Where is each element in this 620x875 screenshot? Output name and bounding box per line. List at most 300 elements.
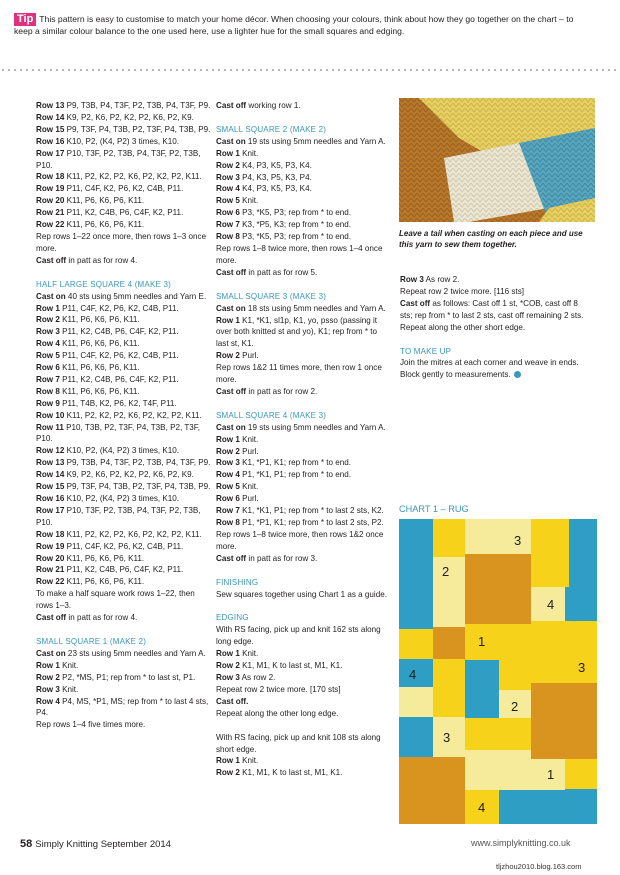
pattern-line <box>216 207 391 219</box>
row-instruction: K9, P2, K6, P2, K2, P2, K6, P2, K9. <box>64 112 194 122</box>
row-label: Row 3 <box>36 684 60 694</box>
chart-label: 1 <box>478 634 486 649</box>
row-instruction: in patt as for row 4. <box>66 613 138 623</box>
row-instruction: Knit. <box>239 482 259 492</box>
row-instruction: in patt as for row 3. <box>246 553 318 563</box>
pattern-line <box>36 719 211 731</box>
pattern-line <box>36 100 211 112</box>
row-instruction: K1, *K1, sl1p, K1, yo, psso (passing it over both knitted st and yo), K1; rep from * to last st, K1. <box>216 315 378 349</box>
pattern-line <box>216 767 391 779</box>
row-label: Row 22 <box>36 577 65 587</box>
pattern-line <box>216 469 391 481</box>
row-label: Row 7 <box>216 220 240 230</box>
pattern-line <box>36 207 211 219</box>
row-instruction: K1, *P1, K1; rep from * to end. <box>239 458 351 468</box>
row-instruction: K11, P6, K6, P6, K11. <box>64 220 145 230</box>
row-label: Row 1 <box>216 649 240 659</box>
row-instruction: 23 sts using 5mm needles and Yarn A. <box>65 648 206 658</box>
row-label: Row 18 <box>36 172 65 182</box>
chart-block <box>433 519 465 557</box>
row-label: Row 21 <box>36 565 65 575</box>
row-label: Row 4 <box>36 339 60 349</box>
row-instruction: Repeat row 2 twice more. [116 sts] <box>400 286 525 296</box>
pattern-line <box>36 529 211 541</box>
row-label: Row 8 <box>36 386 60 396</box>
pattern-line <box>36 660 211 672</box>
row-label: Row 1 <box>216 315 240 325</box>
pattern-line <box>36 291 211 303</box>
chart-label: 1 <box>547 767 555 782</box>
row-instruction: K11, P2, K2, P2, K6, P2, K2, P2, K11. <box>64 172 202 182</box>
footer-left <box>20 838 171 850</box>
row-instruction: as follows: Cast off 1 st, *COB, cast off 8 sts; rep from * to last 2 sts, cast off remaining 2 sts. <box>400 298 584 320</box>
row-instruction: P1, *K1, P1; rep from * to end. <box>239 470 351 480</box>
row-label: Row 19 <box>36 541 65 551</box>
row-label: Row 18 <box>36 529 65 539</box>
row-instruction: K11, P2, K2, P2, K6, P2, K2, P2, K11. <box>64 410 202 420</box>
chart-block <box>399 519 433 629</box>
row-instruction: K11, P6, K6, P6, K11. <box>64 553 145 563</box>
row-instruction: Knit. <box>239 649 259 659</box>
row-instruction: Purl. <box>239 494 259 504</box>
pattern-line <box>36 374 211 386</box>
row-label: Row 17 <box>36 148 65 158</box>
row-label: Row 3 <box>216 172 240 182</box>
row-label: Row 1 <box>216 434 240 444</box>
pattern-line <box>216 267 391 279</box>
pattern-line <box>216 100 391 112</box>
section-heading: SMALL SQUARE 2 (MAKE 2) <box>216 124 327 134</box>
row-label: Cast off <box>36 255 67 265</box>
chart-label: 4 <box>409 667 417 682</box>
row-instruction: working row 1. <box>246 101 301 110</box>
row-instruction: Sew squares together using Chart 1 as a guide. <box>216 589 387 599</box>
pattern-line <box>400 322 590 334</box>
chart-block <box>399 629 433 659</box>
pattern-line <box>36 350 211 362</box>
chart-block <box>565 759 597 789</box>
pattern-line <box>400 274 590 286</box>
pattern-line <box>36 148 211 172</box>
row-label: Cast off <box>216 386 247 396</box>
pattern-line <box>216 172 391 184</box>
row-label: Row 6 <box>216 494 240 504</box>
pattern-line <box>216 624 391 648</box>
pattern-line <box>216 136 391 148</box>
row-label: Cast off <box>400 298 431 308</box>
row-label: Row 8 <box>216 518 240 527</box>
row-instruction: P11, T4B, K2, P6, K2, T4F, P11. <box>59 398 177 408</box>
row-instruction: Purl. <box>239 351 259 361</box>
pattern-line <box>36 481 211 493</box>
chart-title: CHART 1 – RUG <box>399 504 469 514</box>
chart-block <box>531 683 597 759</box>
row-instruction: Knit. <box>59 684 79 694</box>
row-label: Row 2 <box>216 160 240 170</box>
chart-block <box>531 621 597 683</box>
row-instruction: P11, C4F, K2, P6, K2, C4B, P11. <box>64 541 184 551</box>
row-label: Row 20 <box>36 553 65 563</box>
row-label: Row 9 <box>36 398 60 408</box>
pattern-line <box>216 732 391 756</box>
row-label: Cast off. <box>216 696 249 706</box>
row-label: Row 3 <box>216 672 240 682</box>
pattern-line <box>36 588 211 612</box>
rug-chart <box>399 519 597 824</box>
row-instruction: 40 sts using 5mm needles and Yarn E. <box>65 291 207 301</box>
chart-block <box>399 717 433 757</box>
pattern-line <box>216 505 391 517</box>
spacer <box>216 600 391 612</box>
pattern-line <box>216 648 391 660</box>
spacer <box>216 279 391 291</box>
row-instruction: Knit. <box>239 756 259 766</box>
row-instruction: in patt as for row 2. <box>246 386 318 396</box>
pattern-line <box>400 357 590 381</box>
pattern-line <box>36 505 211 529</box>
chart-label: 2 <box>511 699 519 714</box>
pattern-line <box>36 183 211 195</box>
row-instruction: K3, *P5, K3; rep from * to end. <box>239 220 351 230</box>
row-label: Row 2 <box>36 315 60 325</box>
row-instruction: K10, P2, (K4, P2) 3 times, K10. <box>64 446 180 456</box>
row-label: Row 17 <box>36 505 65 515</box>
spacer <box>216 112 391 124</box>
row-label: Cast off <box>216 101 247 110</box>
section-heading: FINISHING <box>216 577 259 587</box>
row-label: Row 7 <box>216 506 240 516</box>
pattern-line <box>36 457 211 469</box>
row-instruction: K9, P2, K6, P2, K2, P2, K6, P2, K9. <box>64 470 194 480</box>
row-label: Row 15 <box>36 124 65 134</box>
pattern-line <box>36 398 211 410</box>
pattern-line <box>36 541 211 553</box>
pattern-line <box>216 160 391 172</box>
chart-block <box>565 587 597 621</box>
row-label: Row 22 <box>36 220 65 230</box>
chart-block <box>465 718 531 750</box>
row-label: Cast off <box>216 553 247 563</box>
pattern-line <box>36 231 211 255</box>
row-instruction: P11, K2, C4B, P6, C4F, K2, P11. <box>64 565 184 575</box>
row-instruction: in patt as for row 5. <box>246 267 318 277</box>
row-instruction: K10, P2, (K4, P2) 3 times, K10. <box>64 494 180 503</box>
row-instruction: Repeat row 2 twice more. [170 sts] <box>216 684 341 694</box>
pattern-line <box>216 481 391 493</box>
row-label: Row 10 <box>36 410 65 420</box>
row-instruction: Purl. <box>239 446 259 456</box>
chart-block <box>531 519 569 587</box>
dotted-divider <box>0 68 620 72</box>
chart-block <box>465 624 531 660</box>
pattern-line <box>36 124 211 136</box>
pattern-line <box>36 469 211 481</box>
chart-block <box>499 790 565 824</box>
row-instruction: Rep rows 1–8 twice more, then rows 1–4 once more. <box>216 243 383 265</box>
pattern-line <box>36 684 211 696</box>
row-label: Row 1 <box>216 756 240 766</box>
section-heading: EDGING <box>216 613 249 623</box>
footer-url[interactable]: www.simplyknitting.co.uk <box>471 838 571 848</box>
row-instruction: P11, K2, C4B, P6, C4F, K2, P11. <box>64 208 184 218</box>
pattern-line <box>216 672 391 684</box>
magazine-issue: Simply Knitting September 2014 <box>35 839 171 850</box>
pattern-line <box>36 195 211 207</box>
row-instruction: P10, T3F, P2, T3B, P4, T3F, P2, T3B, P10. <box>36 148 201 170</box>
pattern-line <box>216 148 391 160</box>
pattern-line <box>216 446 391 458</box>
row-label: Row 14 <box>36 470 65 480</box>
tip-box <box>14 13 574 37</box>
pattern-line <box>216 755 391 767</box>
row-instruction: P9, T3B, P4, T3F, P2, T3B, P4, T3F, P9. <box>64 458 211 468</box>
pattern-column-2 <box>216 100 391 779</box>
row-label: Row 13 <box>36 458 65 468</box>
row-instruction: K10, P2, (K4, P2) 3 times, K10. <box>64 136 180 146</box>
row-label: Row 4 <box>216 470 240 480</box>
pattern-line <box>216 493 391 505</box>
section-heading: HALF LARGE SQUARE 4 (MAKE 3) <box>36 279 171 289</box>
chart-block <box>565 789 597 824</box>
row-instruction: Rep rows 1&2 11 times more, then row 1 once more. <box>216 363 382 385</box>
row-label: Row 21 <box>36 208 65 218</box>
pattern-line <box>36 410 211 422</box>
tip-text: This pattern is easy to customise to match your home décor. When choosing your colours, think about how they go together on the chart – to keep a similar colour balance to the one used here, use a lighter hue for the small squares and edging. <box>14 14 574 36</box>
pattern-line <box>216 696 391 708</box>
row-instruction: P9, T3F, P4, T3B, P2, T3F, P4, T3B, P9. <box>64 482 211 492</box>
spacer <box>36 267 211 279</box>
chart-block <box>433 659 465 717</box>
chart-label: 4 <box>478 800 486 815</box>
row-instruction: P4, K3, P5, K3, P4. <box>239 172 312 182</box>
chart-block <box>465 750 531 790</box>
pattern-line <box>36 219 211 231</box>
pattern-line <box>36 303 211 315</box>
pattern-line <box>36 326 211 338</box>
pattern-line <box>36 696 211 720</box>
row-label: Row 3 <box>400 275 424 284</box>
pattern-line <box>36 112 211 124</box>
row-label: Row 2 <box>216 351 240 361</box>
pattern-line <box>216 303 391 315</box>
row-label: Row 3 <box>36 327 60 337</box>
pattern-line <box>216 195 391 207</box>
pattern-line <box>36 171 211 183</box>
page-number: 58 <box>20 838 33 850</box>
pattern-line <box>36 255 211 267</box>
pattern-line <box>36 338 211 350</box>
row-instruction: P11, K2, C4B, P6, C4F, K2, P11. <box>59 374 179 384</box>
row-instruction: Knit. <box>239 148 259 158</box>
pattern-column-3 <box>400 274 590 381</box>
row-label: Row 20 <box>36 196 65 206</box>
rug-photo-image <box>399 98 595 222</box>
spacer <box>216 565 391 577</box>
row-instruction: Join the mitres at each corner and weave in ends. Block gently to measurements. <box>400 358 579 380</box>
row-label: Row 5 <box>36 351 60 361</box>
row-label: Row 14 <box>36 112 65 122</box>
row-label: Row 7 <box>36 374 60 384</box>
row-instruction: K11, P6, K6, P6, K11. <box>59 363 140 373</box>
row-label: Row 16 <box>36 136 65 146</box>
pattern-line <box>216 315 391 351</box>
pattern-line <box>216 529 391 553</box>
section-heading: SMALL SQUARE 4 (MAKE 3) <box>216 410 327 420</box>
row-label: Row 4 <box>216 184 240 194</box>
pattern-line <box>216 589 391 601</box>
row-instruction: K4, P3, K5, P3, K4. <box>239 184 312 194</box>
row-instruction: P10, T3F, P2, T3B, P4, T3F, P2, T3B, P10. <box>36 505 201 527</box>
rug-photo <box>399 98 595 222</box>
pattern-line <box>400 298 590 322</box>
pattern-line <box>36 576 211 588</box>
row-label: Row 12 <box>36 446 65 456</box>
row-instruction: Knit. <box>239 434 259 444</box>
chart-label: 4 <box>547 597 555 612</box>
row-label: Row 11 <box>36 422 64 432</box>
row-instruction: As row 2. <box>423 275 460 284</box>
row-label: Row 3 <box>216 458 240 468</box>
row-label: Cast on <box>216 422 246 432</box>
pattern-line <box>216 434 391 446</box>
row-instruction: P2, *MS, P1; rep from * to last st, P1. <box>59 672 196 682</box>
row-instruction: K1, M1, K to last st, M1, K1. <box>239 768 343 778</box>
row-instruction: P9, T3B, P4, T3F, P2, T3B, P4, T3F, P9. <box>64 101 211 110</box>
row-label: Cast off <box>216 267 247 277</box>
row-instruction: Rep rows 1–8 twice more, then rows 1&2 once more. <box>216 529 384 551</box>
pattern-line <box>36 422 211 446</box>
pattern-line <box>36 314 211 326</box>
row-instruction: K11, P6, K6, P6, K11. <box>64 577 145 587</box>
row-instruction: P1, *P1, K1; rep from * to last 2 sts, P2. <box>239 518 384 527</box>
tip-badge: Tip <box>14 13 36 26</box>
pattern-line <box>36 445 211 457</box>
row-instruction: Knit. <box>59 660 79 670</box>
pattern-line <box>216 362 391 386</box>
row-instruction: Knit. <box>239 196 259 206</box>
row-instruction: K4, P3, K5, P3, K4. <box>239 160 312 170</box>
row-instruction: K11, P6, K6, P6, K11. <box>64 196 145 206</box>
row-label: Row 2 <box>216 446 240 456</box>
pattern-line <box>36 648 211 660</box>
row-label: Row 13 <box>36 101 65 110</box>
pattern-line <box>36 493 211 505</box>
row-instruction: K1, M1, K to last st, M1, K1. <box>239 661 343 671</box>
row-instruction: P10, T3B, P2, T3F, P4, T3B, P2, T3F, P10. <box>36 422 201 444</box>
row-label: Row 2 <box>36 672 60 682</box>
pattern-line <box>216 684 391 696</box>
pattern-line <box>216 350 391 362</box>
row-label: Row 6 <box>36 363 60 373</box>
pattern-line <box>400 286 590 298</box>
row-label: Row 16 <box>36 494 65 503</box>
spacer <box>36 624 211 636</box>
row-instruction: Rep rows 1–22 once more, then rows 1–3 once more. <box>36 231 207 253</box>
row-label: Cast on <box>216 303 246 313</box>
chart-block <box>433 627 465 659</box>
section-heading: SMALL SQUARE 3 (MAKE 3) <box>216 291 327 301</box>
row-label: Cast off <box>36 613 67 623</box>
row-instruction: K11, P6, K6, P6, K11. <box>59 386 140 396</box>
row-instruction: 19 sts using 5mm needles and Yarn A. <box>245 422 386 432</box>
row-label: Cast on <box>36 648 66 658</box>
pattern-line <box>36 612 211 624</box>
section-heading: SMALL SQUARE 1 (MAKE 2) <box>36 636 147 646</box>
pattern-line <box>36 386 211 398</box>
row-instruction: K11, P6, K6, P6, K11. <box>59 315 140 325</box>
row-label: Row 15 <box>36 482 65 492</box>
chart-block <box>433 757 465 824</box>
row-instruction: P3, *K5, P3; rep from * to end. <box>239 208 351 218</box>
pattern-line <box>36 136 211 148</box>
pattern-line <box>216 219 391 231</box>
pattern-line <box>216 422 391 434</box>
row-instruction: To make a half square work rows 1–22, then rows 1–3. <box>36 589 195 611</box>
chart-block <box>465 554 531 624</box>
row-instruction: As row 2. <box>239 672 276 682</box>
chart-label: 2 <box>442 564 450 579</box>
pattern-line <box>216 553 391 565</box>
chart-label: 3 <box>578 660 586 675</box>
row-label: Row 8 <box>216 232 240 242</box>
row-instruction: K11, P6, K6, P6, K11. <box>59 339 140 349</box>
row-instruction: P11, C4F, K2, P6, K2, C4B, P11. <box>59 303 179 313</box>
chart-label: 3 <box>443 730 451 745</box>
row-label: Row 5 <box>216 196 240 206</box>
row-instruction: Repeat along the other long edge. <box>216 708 339 718</box>
row-instruction: Rep rows 1–4 five times more. <box>36 720 146 730</box>
pattern-line <box>36 553 211 565</box>
pattern-line <box>36 362 211 374</box>
row-instruction: in patt as for row 4. <box>66 255 138 265</box>
row-instruction: With RS facing, pick up and knit 108 sts along short edge. <box>216 732 381 754</box>
row-label: Row 1 <box>36 303 60 313</box>
row-label: Row 1 <box>36 660 60 670</box>
pattern-line <box>216 517 391 529</box>
row-instruction: Repeat along the other short edge. <box>400 322 526 332</box>
row-instruction: 18 sts using 5mm needles and Yarn A. <box>245 303 386 313</box>
pattern-line <box>216 708 391 720</box>
pattern-line <box>216 231 391 243</box>
pattern-line <box>216 386 391 398</box>
row-instruction: P4, MS, *P1, MS; rep from * to last 4 sts, P4. <box>36 696 209 718</box>
row-label: Row 4 <box>36 696 60 706</box>
row-label: Row 19 <box>36 184 65 194</box>
row-instruction: P9, T3F, P4, T3B, P2, T3F, P4, T3B, P9. <box>64 124 211 134</box>
pattern-line <box>36 672 211 684</box>
row-instruction: P11, K2, C4B, P6, C4F, K2, P11. <box>59 327 179 337</box>
row-instruction: 19 sts using 5mm needles and Yarn A. <box>245 136 386 146</box>
chart-block <box>465 660 499 718</box>
chart-block <box>569 519 597 587</box>
pattern-line <box>216 243 391 267</box>
row-instruction: With RS facing, pick up and knit 162 sts along long edge. <box>216 625 381 647</box>
pattern-column-1 <box>36 100 211 731</box>
pattern-line <box>216 660 391 672</box>
watermark: tljzhou2010.blog.163.com <box>496 862 582 871</box>
row-label: Cast on <box>216 136 246 146</box>
spacer <box>216 720 391 732</box>
row-label: Row 2 <box>216 768 240 778</box>
row-label: Row 2 <box>216 661 240 671</box>
chart-label: 3 <box>514 533 522 548</box>
end-bullet-icon <box>514 371 521 378</box>
section-heading: TO MAKE UP <box>400 346 452 356</box>
row-label: Row 6 <box>216 208 240 218</box>
row-label: Row 1 <box>216 148 240 158</box>
spacer <box>216 398 391 410</box>
row-instruction: P11, C4F, K2, P6, K2, C4B, P11. <box>64 184 184 194</box>
